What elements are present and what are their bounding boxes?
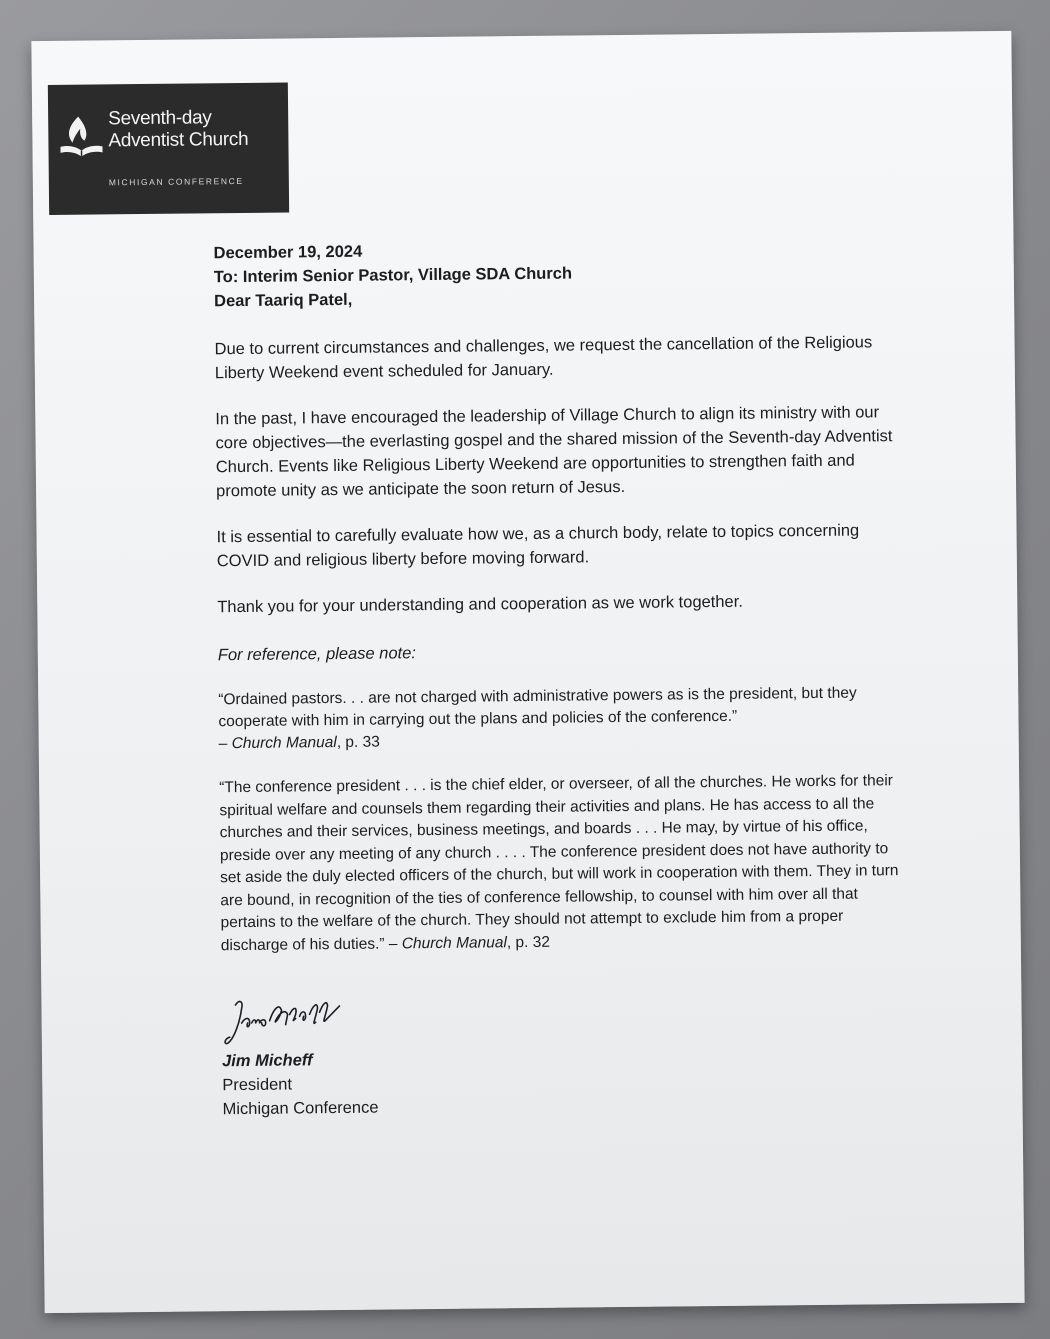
quote-cite-source: Church Manual	[401, 933, 507, 952]
quote-president	[219, 770, 911, 957]
salutation: Dear Taariq Patel,	[214, 290, 353, 311]
quote-cite-source: Church Manual	[231, 734, 337, 753]
quote-cite-prefix: –	[384, 934, 402, 953]
signer-title: President	[222, 1075, 293, 1095]
quote-cite-prefix: –	[218, 735, 232, 753]
reference-heading: For reference, please note:	[217, 644, 417, 665]
letter-page	[31, 31, 1024, 1313]
paragraph-evaluate: It is essential to carefully evaluate how we, as a church body, relate to topics concerning COVID and religious liberty before moving forward.	[216, 521, 860, 571]
paragraph-objectives: In the past, I have encouraged the leadership of Village Church to align its ministry with our core objectives—the everlasting gospel and the shared mission of the Seventh-day Adventist Church. Events like Religious Liberty Weekend are opportunities to strengthen faith and promote unity as we anticipate the soon return of Jesus.	[215, 403, 893, 501]
quote-text: “The conference president . . . is the chief elder, or overseer, of all the churches. He works for their spiritual welfare and counsels them regarding their activities and plans. He has access to all the churches and their services, business meetings, and boards . . . He may, by virtue of his office, preside over any meeting of any church . . . . The conference president does not have authority to set aside the duly elected officers of the church, but will work in cooperation with them. They in turn are bound, in recognition of the ties of conference fellowship, to counsel with him over all that pertains to the welfare of the church. They should not attempt to exclude him from a proper discharge of his duties.”	[219, 772, 899, 954]
paragraph-thanks: Thank you for your understanding and cooperation as we work together.	[217, 592, 743, 617]
logo-title-line1: Seventh-day	[108, 107, 212, 130]
handwritten-signature	[221, 992, 352, 1049]
flame-book-icon	[58, 112, 105, 164]
signer-organization: Michigan Conference	[222, 1098, 379, 1119]
signer-name: Jim Micheff	[221, 1051, 313, 1071]
quote-pastors	[218, 682, 909, 755]
quote-cite-page: , p. 33	[336, 733, 380, 752]
logo-title-line2: Adventist Church	[108, 128, 249, 152]
letter-recipient: To: Interim Senior Pastor, Village SDA Church	[213, 264, 573, 287]
paragraph-cancellation: Due to current circumstances and challenges, we request the cancellation of the Religious Liberty Weekend event scheduled for January.	[214, 333, 873, 383]
quote-text: “Ordained pastors. . . are not charged with administrative powers as is the president, but they cooperate with him in carrying out the plans and policies of the conference.”	[218, 684, 857, 731]
quote-cite-page: , p. 32	[506, 933, 551, 951]
church-logo	[48, 82, 289, 215]
letter-body	[213, 234, 912, 1121]
logo-conference: MICHIGAN CONFERENCE	[108, 175, 244, 188]
letter-date: December 19, 2024	[213, 242, 363, 263]
